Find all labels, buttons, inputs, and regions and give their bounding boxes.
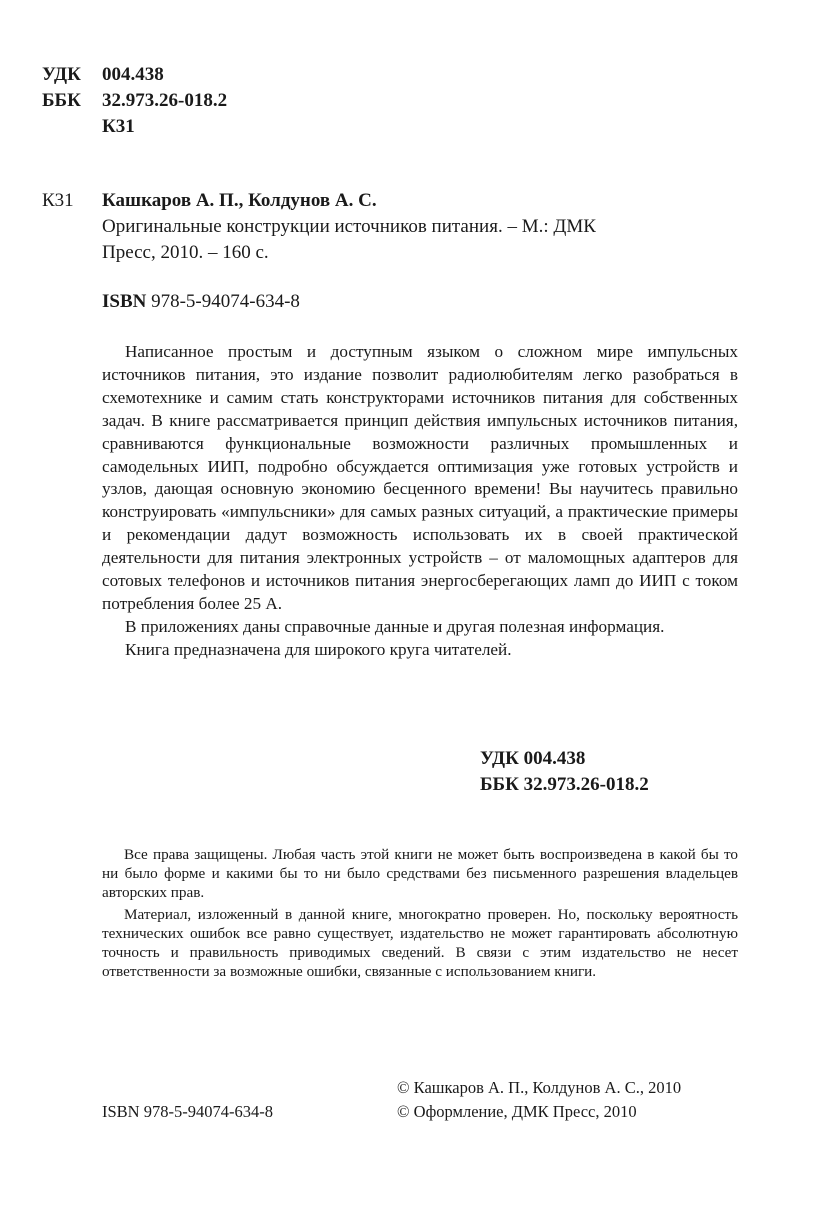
annotation (102, 341, 738, 662)
copyright-block (397, 1076, 681, 1124)
record-title-line-1: Оригинальные конструкции источников питания. – М.: ДМК (102, 216, 596, 237)
record-code: К31 (42, 190, 74, 211)
bbk-value: 32.973.26-018.2 (102, 90, 228, 111)
bbk-code: ББК 32.973.26-018.2 (480, 774, 649, 795)
copyright-design: © Оформление, ДМК Пресс, 2010 (397, 1102, 637, 1121)
rights-paragraph-1: Все права защищены. Любая часть этой книги не может быть воспроизведена в какой бы то ни было форме и какими бы то ни было средствами без письменного разрешения владельцев авторских прав. (102, 846, 738, 902)
copyright-authors: © Кашкаров А. П., Колдунов А. С., 2010 (397, 1078, 682, 1097)
rights-notice (102, 845, 738, 981)
record-isbn (102, 289, 300, 315)
bbk-row (42, 88, 227, 114)
annotation-paragraph-1: Написанное простым и доступным языком о сложном мире импульсных источников питания, это издание позволит радиолюбителям легко разобраться в схемотехнике и самим стать конструкторами источников питания для собственных задач. В книге рассматривается принцип действия импульсных источников питания, сравниваются функциональные возможности различных промышленных и самодельных ИИП, подробно обсуждается оптимизация уже готовых устройств и узлов, дающая основную экономию бесценного времени! Вы научитесь правильно конструировать «импульсники» для самых разных ситуаций, а практические примеры и рекомендации дадут возможность использовать их в своей практической деятельности для питания электронных устройств – от маломощных адаптеров для сотовых телефонов и источников питания энергосберегающих ламп до ИИП с током потребления более 25 А. (102, 342, 738, 613)
catalog-block (42, 62, 227, 140)
author-mark: К31 (102, 116, 135, 137)
udk-label: УДК (42, 64, 81, 85)
classification-codes (480, 746, 649, 798)
udk-code: УДК 004.438 (480, 748, 586, 769)
udk-row (42, 62, 227, 88)
annotation-paragraph-3: Книга предназначена для широкого круга читателей. (125, 639, 512, 659)
footer-isbn: ISBN 978-5-94074-634-8 (102, 1102, 273, 1121)
record-title-line-2: Пресс, 2010. – 160 с. (102, 242, 269, 263)
record-authors: Кашкаров А. П., Колдунов А. С. (102, 190, 377, 211)
annotation-paragraph-2: В приложениях даны справочные данные и другая полезная информация. (125, 616, 665, 636)
rights-paragraph-2: Материал, изложенный в данной книге, многократно проверен. Но, поскольку вероятность технических ошибок все равно существует, издательство не может гарантировать абсолютную точность и правильность приводимых сведений. В связи с этим издательство не несет ответственности за возможные ошибки, связанные с использованием книги. (102, 905, 738, 981)
udk-value: 004.438 (102, 64, 164, 85)
isbn-value: 978-5-94074-634-8 (151, 291, 300, 312)
bibliographic-record (102, 188, 738, 266)
author-mark-row (42, 114, 227, 140)
bbk-label: ББК (42, 90, 81, 111)
isbn-label: ISBN (102, 291, 147, 312)
